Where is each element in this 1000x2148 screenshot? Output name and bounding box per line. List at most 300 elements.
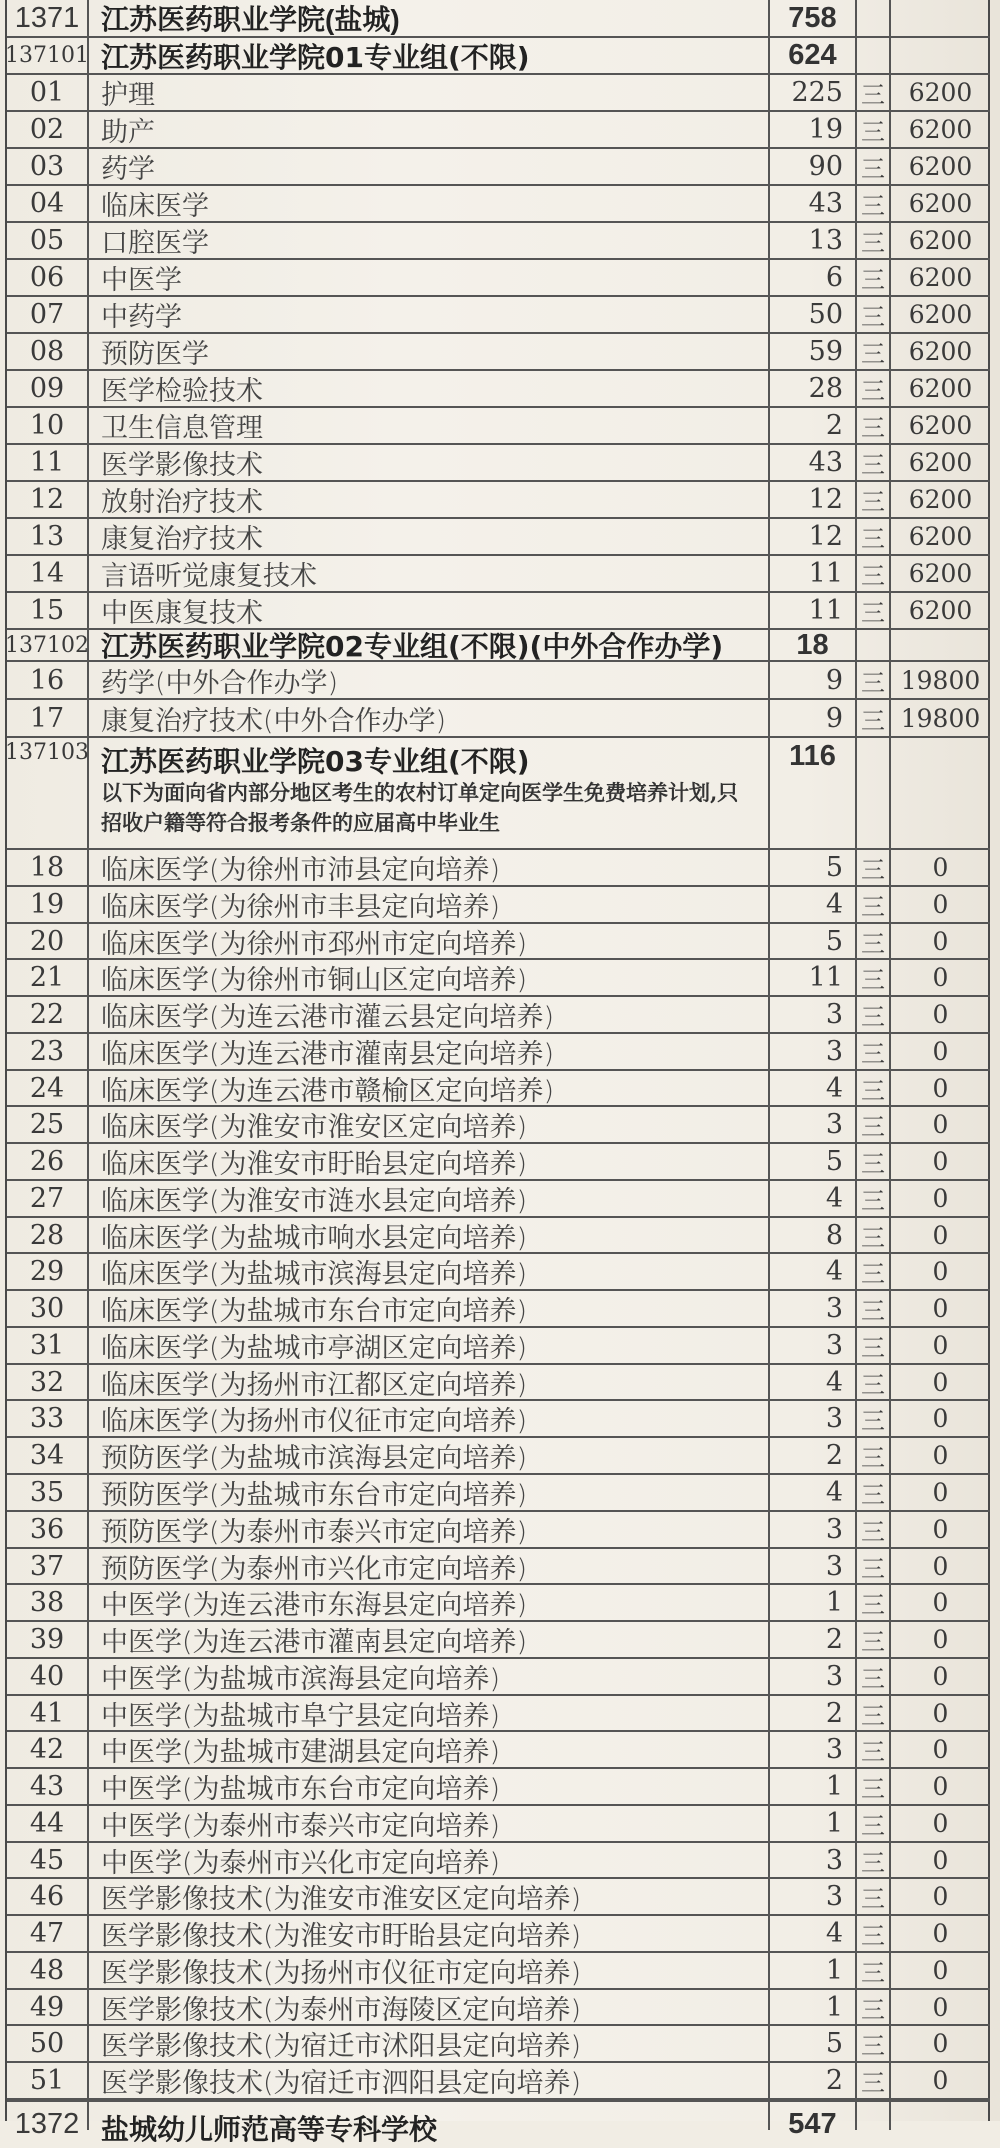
code-cell: 06 [7,260,89,295]
plan-count-cell: 9 [770,700,857,736]
next-school-row-partial [7,2100,990,2145]
years-cell: 三 [857,1549,891,1583]
code-cell: 14 [7,556,89,591]
years-cell: 三 [857,593,891,628]
plan-count-cell: 1 [770,1585,857,1620]
major-row [7,1291,990,1328]
years-cell: 三 [857,1696,891,1730]
years-cell: 三 [857,1879,891,1914]
years-cell: 三 [857,1438,891,1473]
tuition-cell: 0 [932,1882,949,1911]
major-row [7,1843,990,1879]
plan-count-cell: 19 [770,112,857,147]
name-cell: 康复治疗技术(中外合作办学) [89,700,770,736]
plan-count-cell: 2 [770,1696,857,1730]
plan-count-cell: 28 [770,371,857,406]
code-cell: 08 [7,334,89,369]
tuition-cell: 0 [932,1845,949,1875]
code-cell: 42 [7,1732,89,1767]
name-cell: 临床医学(为盐城市东台市定向培养) [89,1291,770,1326]
plan-count-cell: 3 [770,997,857,1032]
name-cell: 预防医学(为泰州市泰兴市定向培养) [89,1512,770,1547]
tuition-cell [891,0,990,36]
years-cell [857,2102,891,2130]
name-cell: 助产 [89,112,770,147]
code-cell: 37 [7,1549,89,1583]
code-cell: 49 [7,1990,89,2024]
major-row [7,556,990,593]
name-cell: 江苏医药职业学院(盐城) [89,0,770,36]
code-cell: 22 [7,997,89,1032]
tuition-cell: 0 [932,1294,949,1323]
major-row [7,1181,990,1218]
plan-count-cell: 3 [770,1034,857,1069]
major-row [7,445,990,482]
code-cell: 09 [7,371,89,406]
tuition-cell: 6200 [908,78,973,107]
plan-count-cell: 3 [770,1549,857,1583]
plan-count-cell: 11 [770,593,857,628]
code-cell: 04 [7,186,89,221]
tuition-cell: 0 [932,1698,949,1728]
plan-count-cell: 3 [770,1107,857,1142]
tuition-cell: 0 [932,1662,949,1691]
years-cell: 三 [857,1107,891,1142]
major-row [7,371,990,408]
tuition-cell: 0 [932,890,949,919]
name-cell: 中医学(为盐城市东台市定向培养) [89,1769,770,1804]
name-cell: 临床医学(为扬州市仪征市定向培养) [89,1401,770,1436]
code-cell: 1372 [7,2102,89,2130]
name-cell: 江苏医药职业学院02专业组(不限)(中外合作办学) [89,630,770,660]
years-cell: 三 [857,2063,891,2098]
tuition-cell: 0 [932,1147,949,1176]
code-cell: 41 [7,1696,89,1730]
name-cell: 中医学(为盐城市阜宁县定向培养) [89,1696,770,1730]
tuition-cell [891,2102,990,2130]
plan-count-cell: 12 [770,482,857,517]
years-cell: 三 [857,334,891,369]
years-cell: 三 [857,260,891,295]
code-cell: 40 [7,1659,89,1694]
tuition-cell: 6200 [908,337,973,366]
plan-count-cell: 5 [770,924,857,958]
plan-count-cell: 3 [770,1401,857,1436]
years-cell: 三 [857,1254,891,1289]
major-row [7,1806,990,1843]
years-cell: 三 [857,1659,891,1694]
plan-count-cell: 1 [770,1769,857,1804]
group-note: 以下为面向省内部分地区考生的农村订单定向医学生免费培养计划,只招收户籍等符合报考条件的应届高中毕业生 [101,780,739,835]
plan-count-cell: 5 [770,1144,857,1179]
plan-count-cell: 3 [770,1732,857,1767]
tuition-cell: 0 [932,1037,949,1066]
major-row [7,297,990,334]
tuition-cell: 6200 [908,374,973,403]
name-cell: 临床医学(为盐城市响水县定向培养) [89,1218,770,1252]
years-cell: 三 [857,445,891,480]
group-row [7,630,990,662]
tuition-cell: 19800 [900,665,981,695]
name-cell: 医学影像技术(为宿迁市泗阳县定向培养) [89,2063,770,2098]
name-cell: 口腔医学 [89,223,770,258]
name-cell: 临床医学(为盐城市亭湖区定向培养) [89,1328,770,1363]
major-row [7,1769,990,1806]
code-cell: 28 [7,1218,89,1252]
tuition-cell: 6200 [908,115,973,144]
major-row [7,1916,990,1953]
years-cell: 三 [857,1732,891,1767]
tuition-cell: 0 [932,1331,949,1360]
years-cell: 三 [857,1328,891,1363]
tuition-cell: 6200 [908,485,973,514]
code-cell: 137103 [7,738,89,848]
plan-count-cell: 50 [770,297,857,332]
plan-count-cell: 6 [770,260,857,295]
major-row [7,1953,990,1990]
major-row [7,1328,990,1365]
tuition-cell: 0 [932,2066,949,2095]
years-cell: 三 [857,1144,891,1179]
code-cell: 12 [7,482,89,517]
years-cell: 三 [857,1622,891,1657]
major-row [7,924,990,960]
code-cell: 13 [7,519,89,554]
name-cell: 临床医学(为淮安市淮安区定向培养) [89,1107,770,1142]
tuition-cell: 6200 [908,263,973,292]
tuition-cell: 6200 [908,411,973,440]
plan-count-cell: 4 [770,1071,857,1105]
plan-count-cell: 43 [770,186,857,221]
plan-count-cell: 2 [770,1438,857,1473]
major-row [7,1990,990,2026]
major-row [7,850,990,887]
tuition-cell: 0 [932,1588,949,1617]
tuition-cell: 0 [932,1404,949,1433]
plan-count-cell: 3 [770,1328,857,1363]
tuition-cell: 0 [932,1735,949,1764]
plan-count-cell: 3 [770,1512,857,1547]
code-cell: 39 [7,1622,89,1657]
major-row [7,1218,990,1254]
name-cell: 临床医学(为扬州市江都区定向培养) [89,1365,770,1399]
major-row [7,75,990,112]
code-cell: 35 [7,1475,89,1510]
code-cell: 43 [7,1769,89,1804]
years-cell: 三 [857,1990,891,2024]
tuition-cell: 0 [932,1551,949,1581]
years-cell [857,630,891,660]
years-cell: 三 [857,1181,891,1216]
name-cell: 中医康复技术 [89,593,770,628]
tuition-cell [891,38,990,73]
major-row [7,700,990,738]
tuition-cell: 0 [932,1110,949,1139]
name-cell: 临床医学(为连云港市灌云县定向培养) [89,997,770,1032]
plan-count-cell: 90 [770,149,857,184]
years-cell: 三 [857,960,891,995]
name-cell: 临床医学(为淮安市涟水县定向培养) [89,1181,770,1216]
major-row [7,260,990,297]
code-cell: 45 [7,1843,89,1877]
name-cell: 中医学(为盐城市建湖县定向培养) [89,1732,770,1767]
code-cell: 18 [7,850,89,885]
code-cell: 27 [7,1181,89,1216]
name-cell: 放射治疗技术 [89,482,770,517]
major-row [7,334,990,371]
name-cell: 医学影像技术(为淮安市淮安区定向培养) [89,1879,770,1914]
plan-count-cell: 116 [770,738,857,848]
years-cell: 三 [857,662,891,698]
code-cell: 07 [7,297,89,332]
major-row [7,997,990,1034]
major-row [7,1034,990,1071]
tuition-cell: 6200 [908,152,973,181]
tuition-cell: 0 [932,963,949,992]
admission-plan-table [5,0,990,2145]
name-cell: 预防医学 [89,334,770,369]
name-cell: 中医学(为盐城市滨海县定向培养) [89,1659,770,1694]
tuition-cell: 6200 [908,596,973,625]
years-cell: 三 [857,1291,891,1326]
code-cell: 29 [7,1254,89,1289]
years-cell: 三 [857,519,891,554]
code-cell: 33 [7,1401,89,1436]
major-row [7,662,990,700]
code-cell: 36 [7,1512,89,1547]
major-row [7,1438,990,1475]
plan-count-cell: 13 [770,223,857,258]
code-cell: 48 [7,1953,89,1988]
tuition-cell: 0 [932,1220,949,1250]
tuition-cell: 0 [932,1992,949,2022]
code-cell: 46 [7,1879,89,1914]
tuition-cell: 6200 [908,448,973,477]
plan-count-cell: 11 [770,960,857,995]
code-cell: 16 [7,662,89,698]
name-cell: 临床医学(为连云港市灌南县定向培养) [89,1034,770,1069]
plan-count-cell: 43 [770,445,857,480]
tuition-cell: 0 [932,1809,949,1838]
major-row [7,2026,990,2063]
plan-count-cell: 4 [770,887,857,922]
tuition-cell: 0 [932,1367,949,1397]
name-cell: 中医学(为连云港市东海县定向培养) [89,1585,770,1620]
years-cell: 三 [857,1512,891,1547]
plan-count-cell: 758 [770,0,857,36]
years-cell: 三 [857,850,891,885]
major-row [7,2063,990,2100]
plan-count-cell: 4 [770,1181,857,1216]
years-cell: 三 [857,1806,891,1841]
code-cell: 15 [7,593,89,628]
major-row [7,1512,990,1549]
name-cell: 临床医学(为淮安市盱眙县定向培养) [89,1144,770,1179]
major-row [7,1879,990,1916]
code-cell: 1371 [7,0,89,36]
years-cell: 三 [857,1034,891,1069]
plan-count-cell: 3 [770,1659,857,1694]
years-cell: 三 [857,75,891,110]
plan-count-cell: 2 [770,408,857,443]
major-row [7,1107,990,1144]
tuition-cell: 6200 [908,522,973,551]
name-cell: 临床医学(为徐州市丰县定向培养) [89,887,770,922]
years-cell: 三 [857,1916,891,1951]
major-row [7,482,990,519]
plan-count-cell: 8 [770,1218,857,1252]
name-cell: 中医学(为泰州市兴化市定向培养) [89,1843,770,1877]
code-cell: 10 [7,408,89,443]
plan-count-cell: 225 [770,75,857,110]
tuition-cell: 6200 [908,189,973,218]
tuition-cell: 0 [932,853,949,882]
code-cell: 137101 [7,38,89,73]
name-cell: 预防医学(为泰州市兴化市定向培养) [89,1549,770,1583]
tuition-cell: 0 [932,1184,949,1213]
years-cell: 三 [857,556,891,591]
plan-count-cell: 4 [770,1916,857,1951]
code-cell: 38 [7,1585,89,1620]
code-cell: 32 [7,1365,89,1399]
school-row [7,0,990,38]
major-row [7,223,990,260]
code-cell: 20 [7,924,89,958]
years-cell: 三 [857,1475,891,1510]
major-row [7,186,990,223]
plan-count-cell: 547 [770,2102,857,2130]
group-row [7,738,990,850]
years-cell: 三 [857,887,891,922]
major-row [7,1475,990,1512]
years-cell [857,0,891,36]
plan-count-cell: 2 [770,1622,857,1657]
plan-count-cell: 9 [770,662,857,698]
tuition-cell: 6200 [908,300,973,329]
name-cell: 医学影像技术(为淮安市盱眙县定向培养) [89,1916,770,1951]
name-cell: 康复治疗技术 [89,519,770,554]
major-row [7,1696,990,1732]
code-cell: 44 [7,1806,89,1841]
name-cell: 临床医学(为徐州市沛县定向培养) [89,850,770,885]
years-cell: 三 [857,700,891,736]
tuition-cell: 0 [932,1478,949,1507]
years-cell: 三 [857,924,891,958]
code-cell: 11 [7,445,89,480]
tuition-cell: 6200 [908,226,973,255]
years-cell: 三 [857,1585,891,1620]
name-cell: 言语听觉康复技术 [89,556,770,591]
years-cell: 三 [857,1953,891,1988]
plan-count-cell: 11 [770,556,857,591]
code-cell: 34 [7,1438,89,1473]
plan-count-cell: 3 [770,1843,857,1877]
code-cell: 02 [7,112,89,147]
tuition-cell: 0 [932,1625,949,1654]
years-cell [857,738,891,848]
years-cell: 三 [857,1769,891,1804]
major-row [7,1144,990,1181]
code-cell: 03 [7,149,89,184]
code-cell: 17 [7,700,89,736]
tuition-cell: 0 [932,1919,949,1948]
code-cell: 31 [7,1328,89,1363]
years-cell: 三 [857,2026,891,2061]
tuition-cell: 0 [932,2029,949,2058]
code-cell: 25 [7,1107,89,1142]
code-cell: 23 [7,1034,89,1069]
name-cell: 中医学(为泰州市泰兴市定向培养) [89,1806,770,1841]
code-cell: 01 [7,75,89,110]
plan-count-cell: 59 [770,334,857,369]
plan-count-cell: 18 [770,630,857,660]
code-cell: 24 [7,1071,89,1105]
name-cell: 中医学(为连云港市灌南县定向培养) [89,1622,770,1657]
tuition-cell: 0 [932,1441,949,1470]
name-cell: 临床医学(为连云港市赣榆区定向培养) [89,1071,770,1105]
years-cell: 三 [857,371,891,406]
code-cell: 19 [7,887,89,922]
plan-count-cell: 3 [770,1291,857,1326]
major-row [7,149,990,186]
years-cell: 三 [857,112,891,147]
major-row [7,960,990,997]
name-cell: 预防医学(为盐城市滨海县定向培养) [89,1438,770,1473]
plan-count-cell: 624 [770,38,857,73]
years-cell: 三 [857,186,891,221]
code-cell: 30 [7,1291,89,1326]
tuition-cell: 6200 [908,559,973,588]
major-row [7,1254,990,1291]
years-cell: 三 [857,1843,891,1877]
plan-count-cell: 1 [770,1953,857,1988]
name-cell: 临床医学 [89,186,770,221]
name-cell: 盐城幼儿师范高等专科学校 [89,2102,770,2130]
name-cell: 江苏医药职业学院01专业组(不限) [89,38,770,73]
tuition-cell: 0 [932,1257,949,1286]
code-cell: 21 [7,960,89,995]
tuition-cell: 0 [932,1515,949,1544]
major-row [7,408,990,445]
plan-count-cell: 5 [770,850,857,885]
name-cell: 医学影像技术 [89,445,770,480]
name-cell: 医学影像技术(为宿迁市沭阳县定向培养) [89,2026,770,2061]
years-cell: 三 [857,149,891,184]
name-cell: 卫生信息管理 [89,408,770,443]
name-cell [89,738,770,848]
code-cell: 26 [7,1144,89,1179]
major-row [7,887,990,924]
years-cell: 三 [857,997,891,1032]
major-row [7,1659,990,1696]
tuition-cell: 0 [932,1073,949,1103]
major-row [7,1401,990,1438]
major-row [7,1549,990,1585]
years-cell: 三 [857,1218,891,1252]
plan-count-cell: 1 [770,1990,857,2024]
years-cell: 三 [857,1401,891,1436]
years-cell: 三 [857,223,891,258]
code-cell: 50 [7,2026,89,2061]
name-cell: 药学 [89,149,770,184]
major-row [7,1365,990,1401]
name-cell: 护理 [89,75,770,110]
major-row [7,1071,990,1107]
tuition-cell: 19800 [900,703,981,733]
tuition-cell: 0 [932,1772,949,1801]
name-cell: 医学影像技术(为扬州市仪征市定向培养) [89,1953,770,1988]
years-cell: 三 [857,1365,891,1399]
